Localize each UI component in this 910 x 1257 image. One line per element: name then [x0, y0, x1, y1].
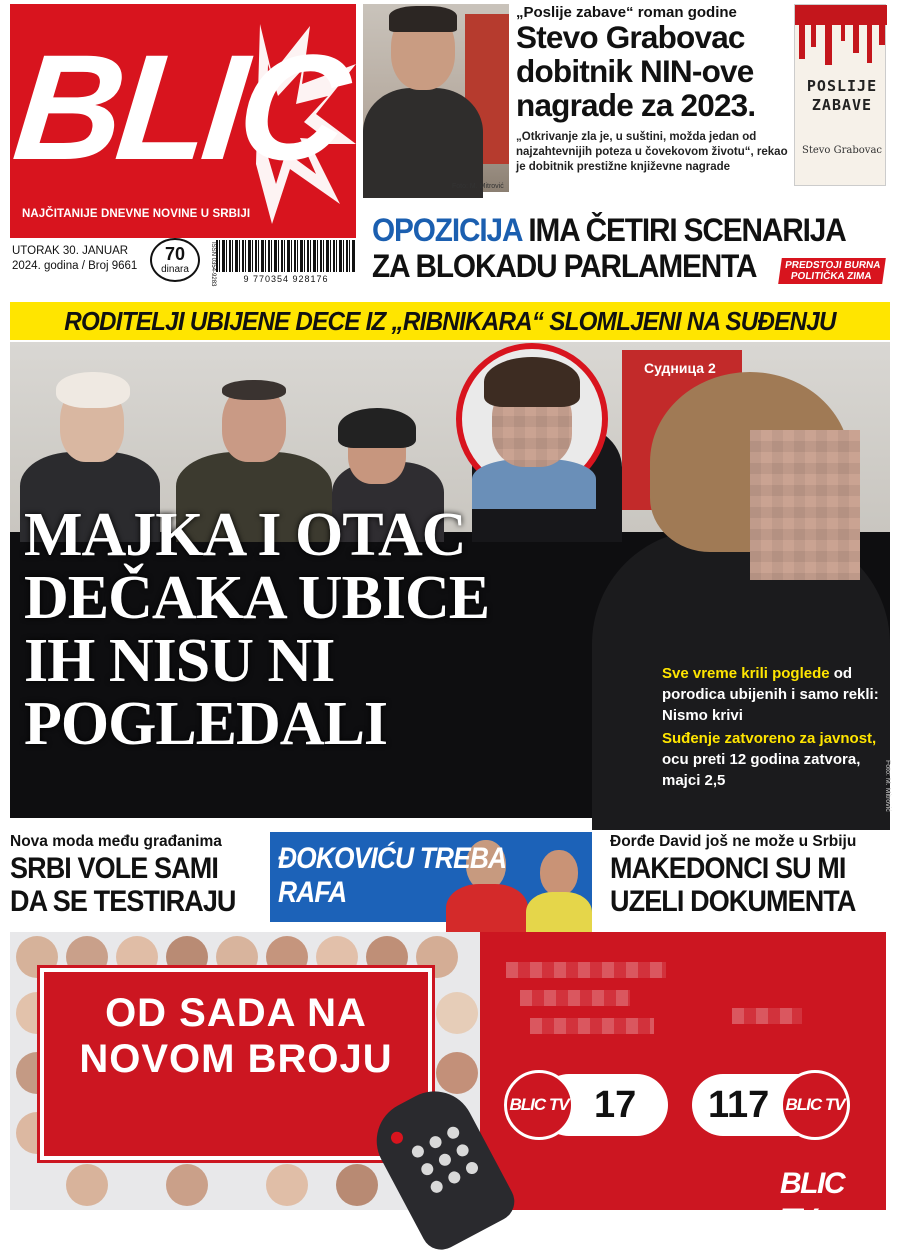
book-author: Stevo Grabovac [802, 145, 882, 156]
blic-tv-logo: BLIC TV [780, 1070, 850, 1140]
caption-2-highlight: Suđenje zatvoreno za javnost, [662, 730, 877, 747]
nin-kicker: „Poslije zabave“ roman godine [516, 4, 737, 21]
caption-2-rest: ocu preti 12 godina zatvora, majci 2,5 [662, 751, 861, 789]
nin-quote: „Otkrivanje zla je, u suštini, možda jedan od najzahtevnijih poteza u čovekovom životu“, rekao je dobitnik prestižne književne nagrade [516, 131, 788, 173]
blurred-text [530, 1018, 654, 1034]
ribnikar-strip[interactable] [10, 302, 890, 340]
blurred-face [750, 430, 860, 580]
channel-17-number: 17 [594, 1084, 637, 1126]
blurred-text [520, 990, 630, 1006]
nin-photo-credit: Foto: M. Mitrović [452, 183, 504, 190]
blurred-text [732, 1008, 802, 1024]
book-cover [794, 4, 886, 186]
main-caption [662, 663, 884, 791]
ad-brand-logo: BLIC TV [780, 1167, 844, 1236]
opposition-headline-rest: IMA ČETIRI SCENARIJA ZA BLOKADU PARLAMENTA [372, 212, 845, 284]
main-photo-credit: Foto: M. Mitrović [884, 760, 891, 812]
opposition-badge: PREDSTOJI BURNA POLITIČKA ZIMA [778, 258, 886, 284]
issn: ISSN 0354-9283 [210, 242, 216, 287]
nin-author-photo [363, 4, 509, 192]
ad-box [40, 968, 432, 1160]
david-headline[interactable]: MAKEDONCI SU MI UZELI DOKUMENTA [610, 852, 856, 918]
ad-box-text: OD SADA NA NOVOM BROJU [79, 991, 393, 1081]
book-title: POSLIJE ZABAVE [806, 77, 878, 114]
boy-photo [456, 343, 608, 495]
caption-1-highlight: Sve vreme krili poglede [662, 665, 830, 682]
testing-headline[interactable]: SRBI VOLE SAMI DA SE TESTIRAJU [10, 852, 236, 918]
djokovic-teaser[interactable] [270, 832, 592, 922]
masthead [7, 4, 356, 238]
issue-number: 2024. godina / Broj 9661 [12, 260, 138, 272]
paint-drip-icon [795, 5, 887, 67]
masthead-logo: BLIC [7, 23, 351, 191]
caption-2 [662, 728, 884, 791]
opposition-highlight: OPOZICIJA [372, 212, 522, 248]
barcode-icon [216, 240, 356, 272]
court-sign-label: Судница 2 [644, 360, 716, 376]
price-unit: dinara [161, 264, 189, 275]
testing-kicker: Nova moda među građanima [10, 833, 222, 850]
issue-date: UTORAK 30. JANUAR [12, 245, 129, 257]
main-headline: MAJKA I OTAC DEČAKA UBICE IH NISU NI POGLEDALI [24, 501, 490, 758]
barcode-number: 9 770354 928176 [243, 274, 329, 284]
price-badge [150, 238, 200, 282]
masthead-tagline: NAJČITANIJE DNEVNE NOVINE U SRBIJI [22, 208, 251, 220]
tv-ad[interactable] [10, 932, 886, 1236]
nin-headline[interactable]: Stevo Grabovac dobitnik NIN-ove nagrade za 2023. [516, 19, 756, 123]
caption-1-rest: od porodica ubijenih i samo rekli: Nismo krivi [662, 665, 879, 724]
ribnikar-strip-text: RODITELJI UBIJENE DECE IZ „RIBNIKARA“ SLOMLJENI NA SUĐENJU [64, 306, 836, 336]
caption-1 [662, 663, 884, 726]
barcode [216, 240, 356, 288]
djokovic-headline: ĐOKOVIĆU TREBA RAFA [278, 842, 506, 909]
issue-info [12, 244, 137, 274]
david-kicker: Đorđe David još ne može u Srbiju [610, 833, 857, 850]
price-value: 70 [164, 244, 186, 264]
blurred-text [506, 962, 666, 978]
blic-tv-logo: BLIC TV [504, 1070, 574, 1140]
channel-117-number: 117 [708, 1084, 770, 1126]
